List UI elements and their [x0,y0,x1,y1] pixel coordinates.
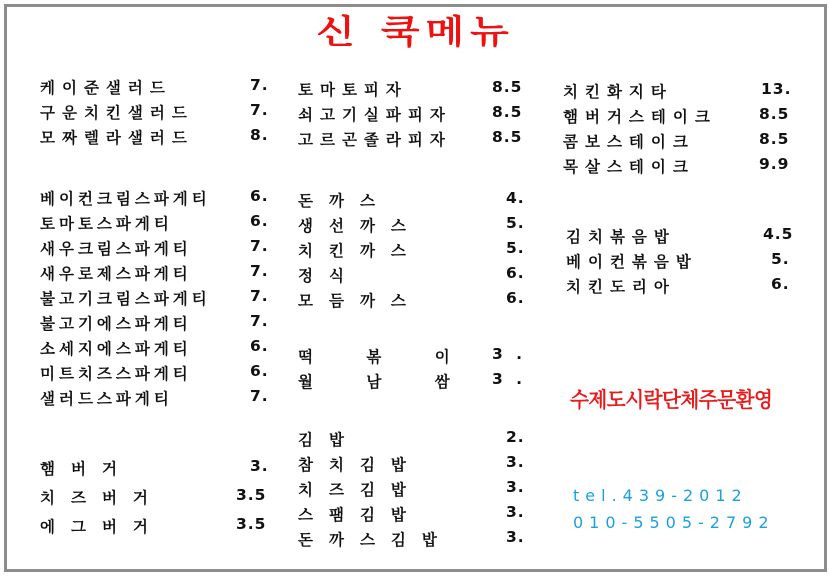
item-price: 3.5 [236,515,267,533]
menu-item [40,237,280,262]
menu-column-3 [563,80,803,300]
item-price: 7. [250,237,269,255]
item-name: 참치김밥 [298,456,422,474]
menu-item [563,105,803,130]
menu-item [298,264,538,289]
menu-item [563,275,803,300]
menu-item [40,486,280,515]
menu-column-1 [40,76,280,544]
item-name: 베이컨크림스파게티 [40,190,211,208]
menu-item [40,262,280,287]
item-price: 2. [506,428,525,446]
menu-item [563,130,803,155]
menu-item [40,76,280,101]
item-name: 베이컨볶음밥 [566,253,698,271]
item-price: 5. [506,214,525,232]
item-name: 목살스테이크 [563,158,695,176]
menu-item [563,80,803,105]
menu-item [40,337,280,362]
item-price: 8.5 [759,105,790,123]
item-price: 7. [250,101,269,119]
item-price: 6. [506,289,525,307]
item-name: 콤보스테이크 [563,133,695,151]
item-name: 햄버거스테이크 [563,108,717,126]
group-order-promo: 수제도시락단체주문환영 [570,388,773,412]
menu-item [563,155,803,180]
menu-item [298,239,538,264]
item-name: 케이준샐러드 [40,79,172,97]
menu-item [298,428,538,453]
item-price: 5. [506,239,525,257]
menu-item [40,362,280,387]
item-name: 불고기에스파게티 [40,315,192,333]
item-price: 8.5 [492,103,523,121]
item-name: 햄버거 [40,460,133,478]
menu-item [298,78,538,103]
item-price: 7. [250,312,269,330]
item-name: 치즈김밥 [298,481,422,499]
menu-item [40,101,280,126]
item-name: 돈까스 [298,192,391,210]
menu-item [40,457,280,486]
item-price: 7. [250,76,269,94]
item-price: 6. [250,187,269,205]
item-name: 김치볶음밥 [566,228,676,246]
item-price: 4. [506,189,525,207]
menu-item [40,515,280,544]
item-price: 7. [250,262,269,280]
menu-column-2 [298,78,538,553]
item-name: 토마토피자 [298,81,408,99]
item-name: 샐러드스파게티 [40,390,173,408]
item-price: 7. [250,287,269,305]
item-name: 치킨화지타 [563,83,673,101]
item-price: 3. [506,453,525,471]
item-name: 모짜렐라샐러드 [40,129,194,147]
menu-item [298,528,538,553]
item-name: 새우크림스파게티 [40,240,192,258]
menu-title: 신 쿡메뉴 [316,13,515,52]
menu-item [298,345,538,370]
item-name: 구운치킨샐러드 [40,104,194,122]
item-name: 김밥 [298,431,360,449]
item-price: 6. [250,212,269,230]
menu-item [563,225,803,250]
phone-number-mobile: 010-5505-2792 [573,513,775,532]
item-price: 8.5 [492,78,523,96]
menu-item [298,453,538,478]
item-name: 모듬까스 [298,292,422,310]
menu-item [298,370,538,395]
item-name: 돈까스김밥 [298,531,453,549]
item-price: 8. [250,126,269,144]
item-price: 3. [250,457,269,475]
item-name: 불고기크림스파게티 [40,290,211,308]
item-name: 스팸김밥 [298,506,422,524]
item-name: 쇠고기실파피자 [298,106,452,124]
menu-item [40,312,280,337]
item-price: 13. [761,80,792,98]
menu-item [298,214,538,239]
item-price: 6. [506,264,525,282]
item-price: 3. [506,503,525,521]
item-name: 월 남 쌈 [298,373,464,391]
item-name: 고르곤졸라피자 [298,131,452,149]
menu-item [298,503,538,528]
item-price: 3.5 [236,486,267,504]
item-name: 치킨도리아 [566,278,676,296]
menu-item [298,189,538,214]
item-price: 4.5 [763,225,794,243]
item-name: 새우로제스파게티 [40,265,192,283]
item-name: 토마토스파게티 [40,215,173,233]
item-price: 7. [250,387,269,405]
menu-item [298,289,538,314]
item-name: 치즈버거 [40,489,164,507]
menu-item [40,187,280,212]
menu-item [298,128,538,153]
item-name: 소세지에스파게티 [40,340,192,358]
menu-item [298,478,538,503]
item-price: 8.5 [759,130,790,148]
menu-item [563,250,803,275]
item-price: 5. [771,250,790,268]
item-name: 에그버거 [40,518,164,536]
menu-item [40,126,280,151]
menu-item [40,212,280,237]
item-price: 3 . [492,345,527,363]
item-name: 생선까스 [298,217,422,235]
menu-item [40,387,280,412]
item-price: 6. [250,362,269,380]
menu-item [298,103,538,128]
item-price: 6. [250,337,269,355]
item-name: 떡 볶 이 [298,348,464,366]
item-price: 9.9 [759,155,790,173]
item-price: 3 . [492,370,527,388]
item-price: 8.5 [492,128,523,146]
item-price: 3. [506,528,525,546]
phone-number-tel: tel.439-2012 [573,486,748,505]
item-price: 6. [771,275,790,293]
item-name: 미트치즈스파게티 [40,365,192,383]
item-name: 치킨까스 [298,242,422,260]
item-price: 3. [506,478,525,496]
menu-item [40,287,280,312]
item-name: 정식 [298,267,360,285]
